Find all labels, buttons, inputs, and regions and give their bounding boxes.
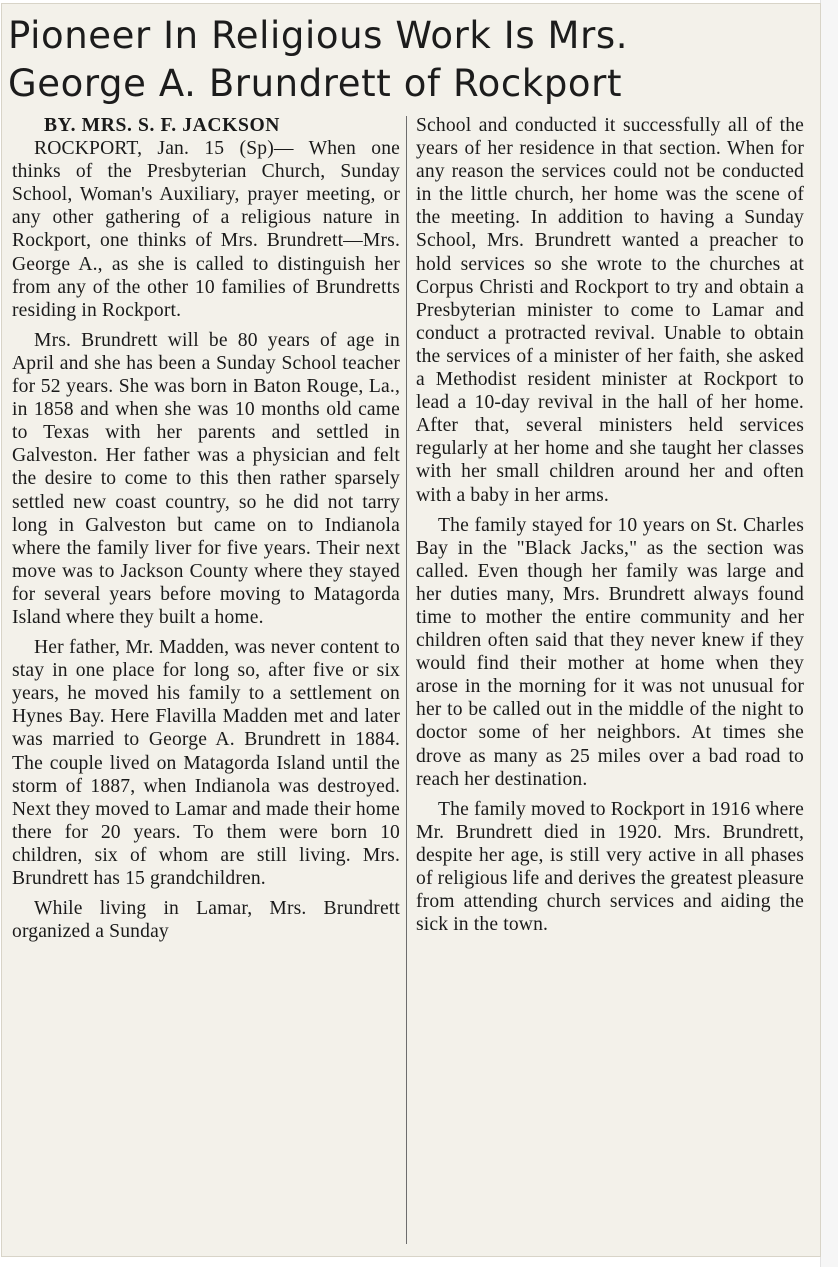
- article-column-left: [12, 114, 400, 943]
- paragraph-rockport: The family moved to Rockport in 1916 where Mr. Brundrett died in 1920. Mrs. Brundrett, despite her age, is still very active in all phases of religious life and derives the greatest pleasure from attending church services and aiding the sick in the town.: [416, 798, 804, 936]
- headline-line-2: George A. Brundrett of Rockport: [8, 62, 623, 105]
- paragraph-black-jacks: The family stayed for 10 years on St. Charles Bay in the "Black Jacks," as the section was called. Even though her family was large and her duties many, Mrs. Brundrett always found time to mother the entire community and her children often said that they never knew if they would find their mother at home when they arose in the morning for it was not unusual for her to be called out in the middle of the night to doctor some of her neighbors. At times she drove as many as 25 miles over a bad road to reach her destination.: [416, 514, 804, 790]
- headline-line-1: Pioneer In Religious Work Is Mrs.: [8, 14, 629, 57]
- article-column-right: [416, 114, 804, 936]
- paragraph-biography: Mrs. Brundrett will be 80 years of age in April and she has been a Sunday School teacher for 52 years. She was born in Baton Rouge, La., in 1858 and when she was 10 months old came to Texas with her parents and settled in Galveston. Her father was a physician and felt the desire to come to this then rather sparsely settled new coast country, so he did not tarry long in Galveston but came on to Indianola where the family liver for five years. Their next move was to Jackson County where they stayed for several years before moving to Matagorda Island where they built a home.: [12, 329, 400, 628]
- paragraph-sunday-school: School and conducted it successfully all of the years of her residence in that section. When for any reason the services could not be conducted in the little church, her home was the scene of the meeting. In addition to having a Sunday School, Mrs. Brundrett wanted a preacher to hold services so she wrote to the churches at Corpus Christi and Rockport to try and obtain a Presbyterian minister to come to Lamar and conduct a protracted revival. Unable to obtain the services of a minister of her faith, she asked a Methodist resident minister at Rockport to lead a 10-day revival in the hall of her home. After that, several ministers held services regularly at her home and she taught her classes with her small children around her and often with a baby in her arms.: [416, 115, 804, 506]
- paragraph-family: Her father, Mr. Madden, was never content to stay in one place for long so, after five or six years, he moved his family to a settlement on Hynes Bay. Here Flavilla Madden met and later was married to George A. Brundrett in 1884. The couple lived on Matagorda Island until the storm of 1887, when Indianola was destroyed. Next they moved to Lamar and made their home there for 20 years. To them were born 10 children, six of whom are still living. Mrs. Brundrett has 15 grandchildren.: [12, 637, 400, 889]
- column-divider: [406, 116, 407, 1244]
- scan-margin: [820, 0, 838, 1267]
- paragraph-intro: ROCKPORT, Jan. 15 (Sp)— When one thinks of the Presbyterian Church, Sunday School, Woman's Auxiliary, prayer meeting, or any other gathering of a religious nature in Rockport, one thinks of Mrs. Brundrett—Mrs. George A., as she is called to distinguish her from any of the other 10 families of Brundretts residing in Rockport.: [12, 138, 400, 321]
- byline: BY. MRS. S. F. JACKSON: [44, 115, 281, 136]
- headline: [8, 12, 808, 108]
- paragraph-lamar: While living in Lamar, Mrs. Brundrett organized a Sunday: [12, 898, 400, 943]
